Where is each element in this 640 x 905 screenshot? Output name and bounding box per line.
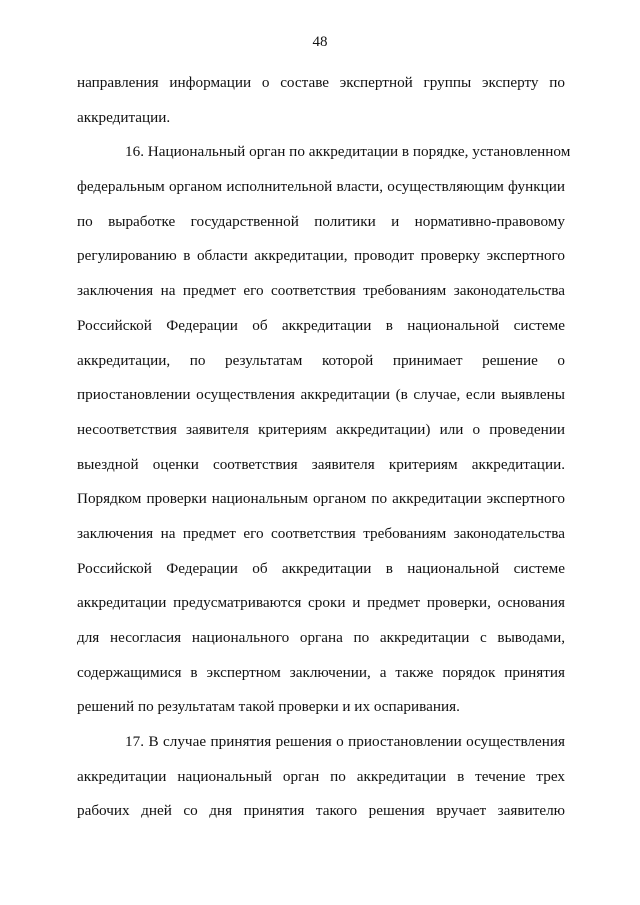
- text-line: Российской Федерации об аккредитации в национальной системе: [77, 559, 565, 577]
- text-line: Порядком проверки национальным органом по аккредитации экспертного: [77, 490, 565, 508]
- text-line: несоответствия заявителя критериям аккредитации) или о проведении: [77, 420, 565, 438]
- text-line: выездной оценки соответствия заявителя критериям аккредитации.: [77, 455, 565, 473]
- text-line: по выработке государственной политики и нормативно-правовому: [77, 212, 565, 230]
- text-line: приостановлении осуществления аккредитации (в случае, если выявлены: [77, 386, 565, 404]
- text-line: аккредитации, по результатам которой принимает решение о: [77, 351, 565, 369]
- text-line: заключения на предмет его соответствия требованиям законодательства: [77, 524, 565, 542]
- text-line: содержащимися в экспертном заключении, а также порядок принятия: [77, 663, 565, 681]
- text-line: Российской Федерации об аккредитации в национальной системе: [77, 316, 565, 334]
- text-line: для несогласия национального органа по аккредитации с выводами,: [77, 629, 565, 646]
- text-line: аккредитации предусматриваются сроки и предмет проверки, основания: [77, 594, 565, 612]
- text-line: аккредитации.: [77, 108, 171, 126]
- page-number: 48: [312, 34, 328, 50]
- text-line: направления информации о составе экспертной группы эксперту по: [77, 74, 565, 91]
- document-body: [77, 66, 571, 829]
- text-line: решений по результатам такой проверки и их оспаривания.: [77, 698, 460, 716]
- text-line: регулированию в области аккредитации, проводит проверку экспертного: [77, 247, 565, 265]
- text-line: аккредитации национальный орган по аккредитации в течение трех: [77, 767, 565, 785]
- text-line: федеральным органом исполнительной власти, осуществляющим функции: [77, 178, 565, 196]
- text-line: рабочих дней со дня принятия такого решения вручает заявителю: [77, 802, 565, 820]
- paragraph-17-start: 17. В случае принятия решения о приостановлении осуществления: [125, 733, 565, 751]
- paragraph-16-start: 16. Национальный орган по аккредитации в порядке, установленном: [125, 143, 571, 161]
- text-line: заключения на предмет его соответствия требованиям законодательства: [77, 282, 565, 300]
